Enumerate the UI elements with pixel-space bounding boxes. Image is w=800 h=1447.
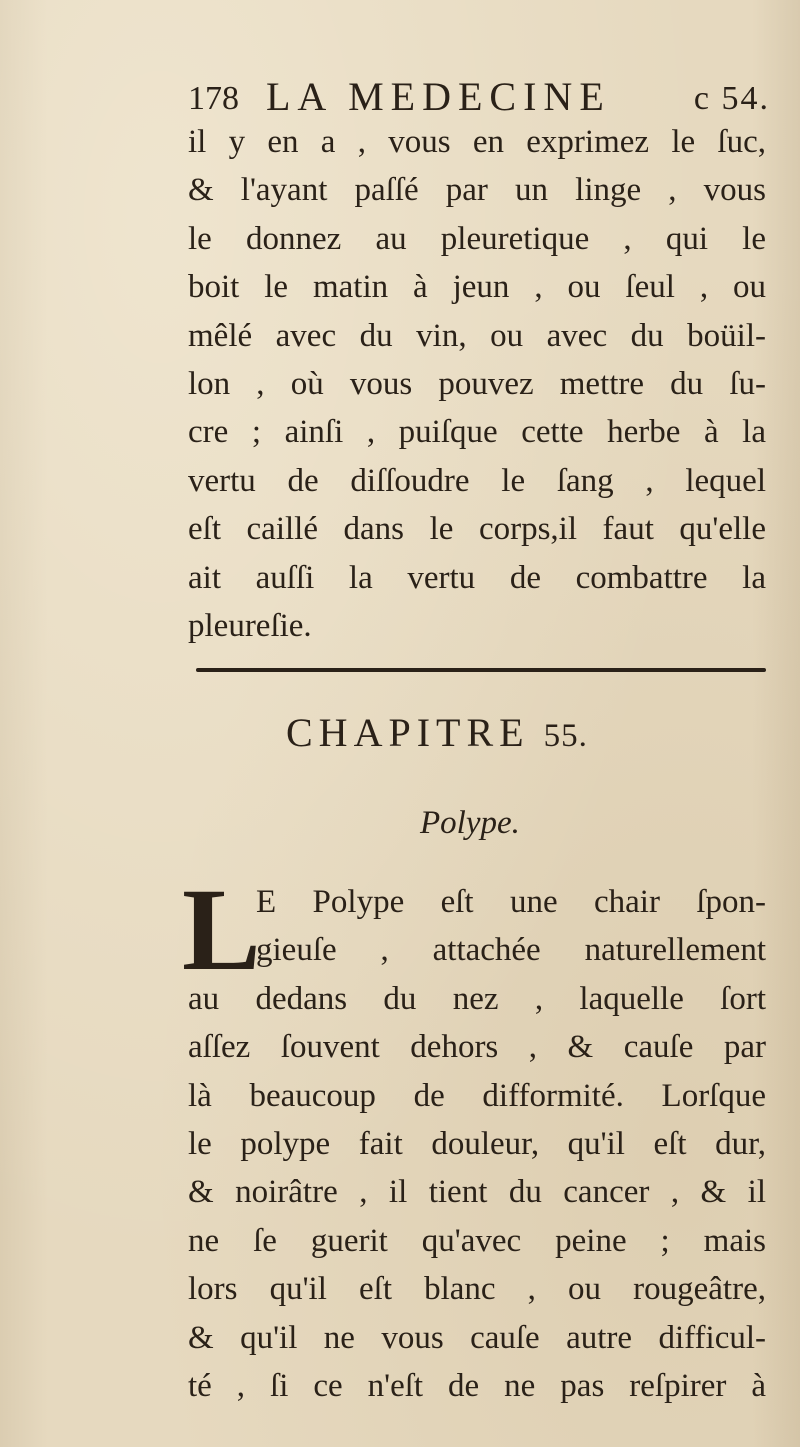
text-line: lors qu'il eſt blanc , ou rougeâtre, — [188, 1271, 766, 1308]
text-line: & noirâtre , il tient du cancer , & il — [188, 1174, 766, 1211]
text-line: té , ſi ce n'eſt de ne pas reſpirer à — [188, 1367, 766, 1404]
text-line: ait auſſi la vertu de combattre la — [188, 559, 766, 596]
page-header — [188, 72, 770, 122]
text-line: il y en a , vous en exprimez le ſuc, — [188, 124, 766, 160]
text-line: & qu'il ne vous cauſe autre difficul- — [188, 1319, 766, 1356]
text-line: boit le matin à jeun , ou ſeul , ou — [188, 269, 766, 306]
text-line: E Polype eſt une chair ſpon- — [256, 884, 766, 920]
text-line: lon , où vous pouvez mettre du ſu- — [188, 365, 766, 402]
text-line: le polype fait douleur, qu'il eſt dur, — [188, 1125, 766, 1162]
chapter-number: 55. — [543, 718, 588, 754]
continued-paragraph — [188, 118, 766, 650]
drop-cap: L — [182, 864, 261, 995]
text-line: aſſez ſouvent dehors , & cauſe par — [188, 1029, 766, 1066]
text-line: mêlé avec du vin, ou avec du boüil- — [188, 317, 766, 354]
chapter-label: CHAPITRE — [286, 710, 530, 755]
text-line: pleureſie. — [188, 607, 312, 644]
text-line: vertu de diſſoudre le ſang , lequel — [188, 462, 766, 499]
chapter-heading — [286, 706, 706, 760]
text-line: ne ſe guerit qu'avec peine ; mais — [188, 1222, 766, 1259]
section-mark: c 54. — [693, 80, 770, 117]
text-line: là beaucoup de difformité. Lorſque — [188, 1077, 766, 1114]
page-number: 178 — [188, 80, 239, 117]
running-title: LA MEDECINE — [266, 74, 611, 119]
text-line: eſt caillé dans le corps,il faut qu'elle — [188, 511, 766, 548]
text-line: gieuſe , attachée naturellement — [256, 932, 766, 969]
chapter-subtitle: Polype. — [420, 805, 520, 841]
text-line: & l'ayant paſſé par un linge , vous — [188, 172, 766, 209]
text-line: au dedans du nez , laquelle ſort — [188, 980, 766, 1017]
text-line: cre ; ainſi , puiſque cette herbe à la — [188, 414, 766, 451]
chapter-paragraph — [188, 878, 766, 1410]
text-line: le donnez au pleuretique , qui le — [188, 220, 766, 257]
section-divider-rule — [196, 668, 766, 672]
